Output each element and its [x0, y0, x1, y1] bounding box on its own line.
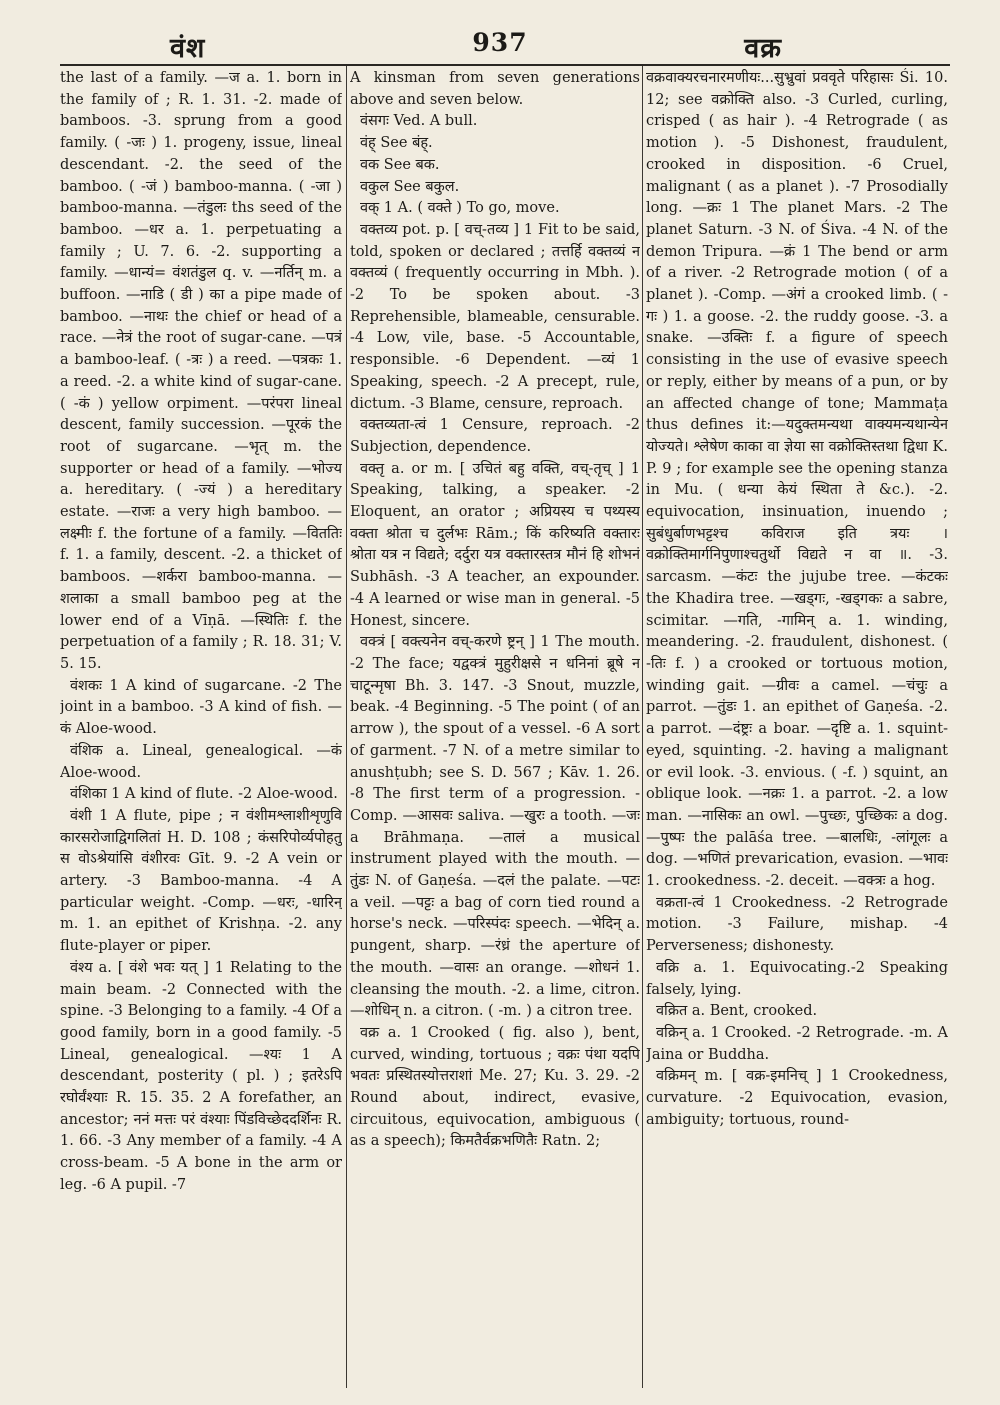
entry: वक् 1 A. ( वक्ते ) To go, move. — [360, 200, 560, 217]
entry: वक्रवाक्यरचनारमणीयः...सुभ्रुवां प्रववृते परिहासः Śi. 10. 12; see वक्रोक्ति also. -3 Curled, curling, crisped ( as hair ). -4 Retrograde ( as motion ). -5 Dishonest, fraudulent, crooked in disposition. -6 Cruel, malignant ( as a planet ). -7 Prosodially long. —क्रः 1 The planet Mars. -2 The planet Saturn. -3 N. of Śiva. -4 N. of the demon Tripura. —क्रं 1 The bend or arm of a river. -2 Retrograde motion ( of a planet ). -Comp. —अंगं a crooked limb. ( -गः ) 1. a goose. -2. the ruddy goose. -3. a snake. —उक्तिः f. a figure of speech consisting in the use of evasive speech or reply, either by means of a pun, or by an affected change of tone; Mammaṭa thus defines it:—यदुक्तमन्यथा वाक्यमन्यथान्येन योज्यते। श्लेषेण काका वा ज्ञेया सा वक्रोक्तिस्तथा द्विधा K. P. 9 ; for example see the opening stanza in Mu. ( धन्या केयं स्थिता ते &c.). -2. equivocation, insinuation, inuendo ; सुबंधुर्बाणभट्टश्च कविराज इति त्रयः । वक्रोक्तिमार्गनिपुणाश्चतुर्थो विद्यते न वा ॥. -3. sarcasm. —कंटः the jujube tree. —कंटकः the Khadira tree. —खड्गः, -खड्गकः a sabre, scimitar. —गति, -गामिन् a. 1. winding, meandering. -2. fraudulent, dishonest. ( -तिः f. ) a crooked or tortuous motion, winding gait. —ग्रीवः a camel. —चंचुः a parrot. —तुंडः 1. an epithet of Gaṇeśa. -2. a parrot. —दंष्ट्रः a boar. —दृष्टि a. 1. squint-eyed, squinting. -2. having a malignant or evil look. -3. envious. ( -f. ) squint, an oblique look. —नक्रः 1. a parrot. -2. a low man. —नासिकः an owl. —पुच्छः, पुच्छिकः a dog. —पुष्पः the palāśa tree. —बालधिः, -लांगूलः a dog. —भणितं prevarication, evasion. —भावः 1. crookedness. -2. deceit. —वक्त्रः a hog. — [646, 70, 948, 890]
header-rule — [60, 64, 950, 66]
left-guide-word: वंश — [170, 33, 206, 64]
entry: the last of a family. —ज a. 1. born in the family of ; R. 1. 31. -2. made of bamboos. -3. sprung from a good family. ( -जः ) 1. progeny, issue, lineal descendant. -2. the seed of the bamboo. ( -जं ) bamboo-manna. ( -जा ) bamboo-manna. —तंडुलः ths seed of the bamboo. —धर a. 1. perpetuating a family ; U. 7. 6. -2. supporting a family. —धान्यं= वंशतंडुल q. v. —नर्तिन् m. a buffoon. —नाडि ( डी ) का a pipe made of bamboo. —नाथः the chief or head of a race. —नेत्रं the root of sugar-cane. —पत्रं a bamboo-leaf. ( -त्रः ) a reed. —पत्रकः 1. a reed. -2. a white kind of sugar-cane. ( -कं ) yellow orpiment. —परंपरा lineal descent, family succession. —पूरकं the root of sugarcane. —भृत् m. the supporter or head of a family. —भोज्य a. hereditary. ( -ज्यं ) a hereditary estate. —राजः a very high bamboo. —लक्ष्मीः f. the fortune of a family. —विततिः f. 1. a family, descent. -2. a thicket of bamboos. —शर्करा bamboo-manna. —शलाका a small bamboo peg at the lower end of a Vīṇā. —स्थितिः f. the perpetuation of a family ; R. 18. 31; V. 5. 15. — [60, 70, 342, 672]
entry: वंश्य a. [ वंशे भवः यत् ] 1 Relating to the main beam. -2 Connected with the spine. -3 Belonging to a family. -4 Of a good family, born in a good family. -5 Lineal, genealogical. —श्यः 1 A descendant, posterity ( pl. ) ; इतरेऽपि रघोर्वंश्याः R. 15. 35. 2 A forefather, an ancestor; ननं मत्तः परं वंश्याः पिंडविच्छेददर्शिनः R. 1. 66. -3 Any member of a family. -4 A cross-beam. -5 A bone in the arm or leg. -6 A pupil. -7 — [60, 959, 342, 1193]
entry: वक्त्रं [ वक्त्यनेन वच्-करणे ष्ट्रन् ] 1 The mouth. -2 The face; यद्वक्त्रं मुहुरीक्षसे न धनिनां ब्रूषे न चाटून्मृषा Bh. 3. 147. -3 Snout, muzzle, beak. -4 Beginning. -5 The point ( of an arrow ), the spout of a vessel. -6 A sort of garment. -7 N. of a metre similar to anushṭubh; see S. D. 567 ; Kāv. 1. 26. -8 The first term of a progression. -Comp. —आसवः saliva. —खुरः a tooth. —जः a Brāhmaṇa. —तालं a musical instrument played with the mouth. —तुंडः N. of Gaṇeśa. —दलं the palate. —पटः a veil. —पट्टः a bag of corn tied round a horse's neck. —परिस्पंदः speech. —भेदिन् a. pungent, sharp. —रंध्रं the aperture of the mouth. —वासः an orange. —शोधनं 1. cleansing the mouth. -2. a lime, citron. —शोधिन् n. a citron. ( -m. ) a citron tree. — [350, 634, 640, 1020]
entry: वंशकः 1 A kind of sugarcane. -2 The joint in a bamboo. -3 A kind of fish. —कं Aloe-wood. — [60, 677, 342, 738]
entry: वक्रित a. Bent, crooked. — [656, 1003, 818, 1020]
right-guide-word: वक्र — [744, 33, 782, 64]
entry: वक्तव्य pot. p. [ वच्-तव्य ] 1 Fit to be said, told, spoken or declared ; तत्तर्हि वक्तव्यं न वक्तव्यं ( frequently occurring in Mbh. ). -2 To be spoken about. -3 Reprehensible, blameable, censurable. -4 Low, vile, base. -5 Accountable, responsible. -6 Dependent. —व्यं 1 Speaking, speech. -2 A precept, rule, dictum. -3 Blame, censure, reproach. — [350, 221, 640, 412]
entry: वकुल See बकुल. — [360, 178, 460, 195]
entry: वंशिका 1 A kind of flute. -2 Aloe-wood. — [70, 786, 338, 803]
entry: वक्तव्यता-त्वं 1 Censure, reproach. -2 Subjection, dependence. — [350, 417, 640, 455]
entry: वक्रता-त्वं 1 Crookedness. -2 Retrograde motion. -3 Failure, mishap. -4 Perverseness; dishonesty. — [646, 894, 948, 955]
entry: A kinsman from seven generations above and seven below. — [350, 70, 640, 108]
entry: वंह् See बंह्. — [360, 135, 433, 152]
entry: वंसगः Ved. A bull. — [360, 113, 478, 130]
entry: वक्रिमन् m. [ वक्र-इमनिच् ] 1 Crookedness, curvature. -2 Equivocation, evasion, ambiguity; tortuous, round- — [646, 1068, 948, 1128]
page-number: 937 — [472, 28, 528, 57]
column-1 — [60, 68, 342, 1388]
entry: वक्र a. 1 Crooked ( fig. also ), bent, curved, winding, tortuous ; वक्रः पंथा यदपि भवतः प्रस्थितस्योत्तराशां Me. 27; Ku. 3. 29. -2 Round about, indirect, evasive, circuitous, equivocation, ambiguous ( as a speech); किमतैर्वक्रभणितैः Ratn. 2; — [350, 1024, 640, 1150]
entry: वंशिक a. Lineal, genealogical. —कं Aloe-wood. — [60, 742, 342, 781]
entry: वक्तृ a. or m. [ उचितं बहु वक्ति, वच्-तृच् ] 1 Speaking, talking, a speaker. -2 Eloquent, an orator ; अप्रियस्य च पथ्यस्य वक्ता श्रोता च दुर्लभः Rām.; किं करिष्यति वक्तारः श्रोता यत्र न विद्यते; दर्दुरा यत्र वक्तारस्तत्र मौनं हि शोभनं Subhāsh. -3 A teacher, an expounder. -4 A learned or wise man in general. -5 Honest, sincere. — [350, 460, 640, 629]
entry: वंशी 1 A flute, pipe ; न वंशीमश्लाशीशृणुवि कारसरोजाद्विगलितां H. D. 108 ; कंसरिपोर्व्यपोहतु स वोऽश्रेयांसि वंशीरवः Gīt. 9. -2 A vein or artery. -3 Bamboo-manna. -4 A particular weight. -Comp. —धरः, -धारिन् m. 1. an epithet of Krishṇa. -2. any flute-player or piper. — [60, 807, 342, 955]
entry: वक्रि a. 1. Equivocating.-2 Speaking falsely, lying. — [646, 959, 948, 998]
entry: वक्रिन् a. 1 Crooked. -2 Retrograde. -m. A Jaina or Buddha. — [646, 1024, 948, 1063]
column-2 — [350, 68, 640, 1388]
entry: वक See बक. — [360, 156, 440, 173]
column-divider-1 — [346, 66, 347, 1388]
column-3 — [646, 68, 948, 1388]
page-header — [0, 22, 1000, 66]
column-divider-2 — [642, 66, 643, 1388]
